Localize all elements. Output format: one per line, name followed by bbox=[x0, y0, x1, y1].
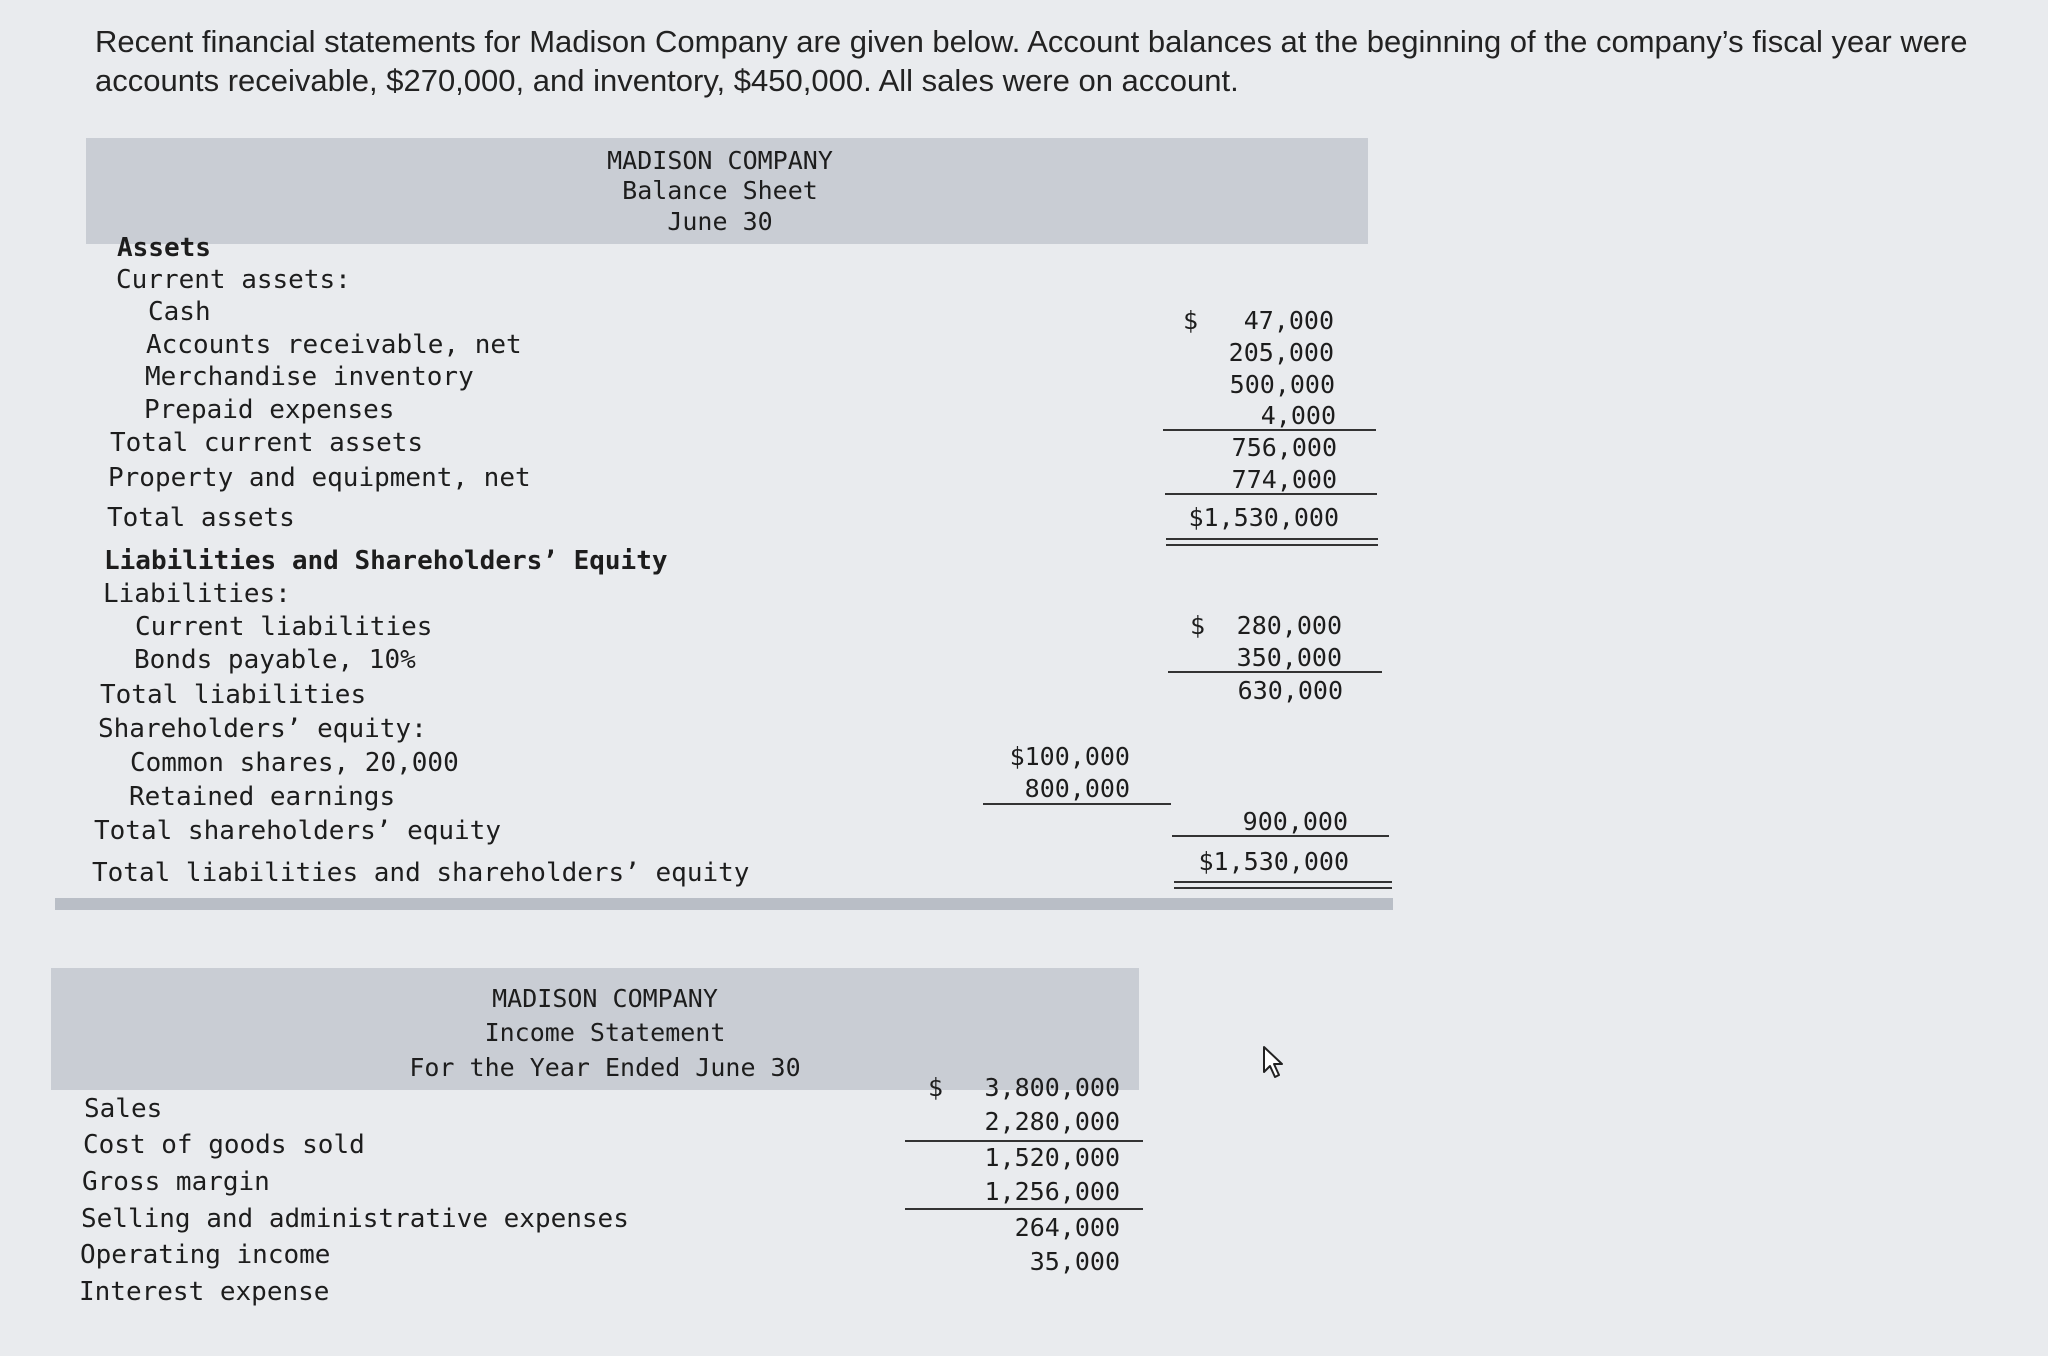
retained-earnings-value: 800,000 bbox=[1024, 774, 1130, 803]
sales-label: Sales bbox=[84, 1094, 163, 1124]
total-le-value: $1,530,000 bbox=[1198, 847, 1349, 876]
cash-value: 47,000 bbox=[1243, 306, 1334, 335]
cash-dollar-sign: $ bbox=[1183, 306, 1199, 335]
total-le-double-rule bbox=[1174, 881, 1392, 889]
ar-label: Accounts receivable, net bbox=[146, 330, 522, 360]
bs-company: MADISON COMPANY bbox=[607, 146, 833, 175]
total-liabilities-label: Total liabilities bbox=[100, 680, 367, 710]
sales-value: 3,800,000 bbox=[984, 1073, 1120, 1102]
interest-expense-label: Interest expense bbox=[79, 1277, 330, 1307]
ppe-label: Property and equipment, net bbox=[108, 463, 531, 493]
cogs-rule bbox=[905, 1140, 1143, 1142]
liabilities-rule bbox=[1168, 671, 1382, 673]
ppe-value: 774,000 bbox=[1231, 465, 1337, 494]
total-equity-rule bbox=[1172, 835, 1389, 837]
common-shares-label: Common shares, 20,000 bbox=[130, 748, 459, 778]
current-liab-dollar-sign: $ bbox=[1190, 611, 1206, 640]
current-liabilities-label: Current liabilities bbox=[135, 612, 433, 642]
operating-income-value: 264,000 bbox=[1014, 1213, 1120, 1242]
gross-margin-value: 1,520,000 bbox=[984, 1143, 1120, 1172]
sga-rule bbox=[905, 1208, 1143, 1210]
total-assets-rule bbox=[1165, 493, 1377, 495]
gross-margin-label: Gross margin bbox=[82, 1167, 270, 1197]
is-company: MADISON COMPANY bbox=[492, 984, 718, 1013]
total-assets-value: $1,530,000 bbox=[1188, 503, 1339, 532]
retained-earnings-label: Retained earnings bbox=[129, 782, 396, 812]
current-assets-heading: Current assets: bbox=[116, 265, 351, 295]
total-liabilities-value: 630,000 bbox=[1237, 676, 1343, 705]
assets-heading: Assets bbox=[117, 233, 211, 263]
cash-label: Cash bbox=[148, 297, 211, 327]
total-le-label: Total liabilities and shareholders’ equity bbox=[92, 858, 750, 888]
sga-label: Selling and administrative expenses bbox=[81, 1204, 629, 1234]
prepaid-label: Prepaid expenses bbox=[144, 395, 395, 425]
sga-value: 1,256,000 bbox=[984, 1177, 1120, 1206]
operating-income-label: Operating income bbox=[80, 1240, 331, 1270]
cogs-value: 2,280,000 bbox=[984, 1107, 1120, 1136]
bonds-label: Bonds payable, 10% bbox=[134, 645, 416, 675]
total-equity-label: Total shareholders’ equity bbox=[94, 816, 501, 846]
inventory-label: Merchandise inventory bbox=[145, 362, 474, 392]
sales-dollar-sign: $ bbox=[928, 1073, 944, 1102]
mouse-pointer-icon bbox=[1262, 1045, 1286, 1079]
interest-expense-value: 35,000 bbox=[1029, 1247, 1120, 1276]
total-current-assets-label: Total current assets bbox=[110, 428, 424, 458]
section-divider bbox=[55, 898, 1393, 910]
liab-equity-heading: Liabilities and Shareholders’ Equity bbox=[104, 546, 668, 576]
total-current-assets-value: 756,000 bbox=[1231, 433, 1337, 462]
total-assets-label: Total assets bbox=[107, 503, 295, 533]
bonds-value: 350,000 bbox=[1236, 643, 1342, 672]
inventory-value: 500,000 bbox=[1229, 370, 1335, 399]
cogs-label: Cost of goods sold bbox=[83, 1130, 365, 1160]
is-period: For the Year Ended June 30 bbox=[409, 1053, 801, 1082]
problem-intro: Recent financial statements for Madison Company are given below. Account balances at the beginning of the company’s fiscal year were accounts receivable, $270,000, and inventory, $450,000. All sales were on account. bbox=[95, 24, 1968, 98]
bs-title: Balance Sheet bbox=[622, 176, 818, 205]
is-title: Income Statement bbox=[484, 1018, 726, 1047]
ar-value: 205,000 bbox=[1228, 338, 1334, 367]
common-shares-value: $100,000 bbox=[1009, 742, 1130, 771]
prepaid-value: 4,000 bbox=[1260, 401, 1336, 430]
liabilities-heading: Liabilities: bbox=[103, 579, 291, 609]
equity-heading: Shareholders’ equity: bbox=[98, 714, 427, 744]
bs-date: June 30 bbox=[667, 207, 773, 236]
current-assets-rule bbox=[1163, 429, 1376, 431]
total-assets-double-rule bbox=[1166, 538, 1378, 546]
equity-subtotal-rule bbox=[983, 803, 1171, 805]
total-equity-value: 900,000 bbox=[1242, 807, 1348, 836]
current-liabilities-value: 280,000 bbox=[1236, 611, 1342, 640]
